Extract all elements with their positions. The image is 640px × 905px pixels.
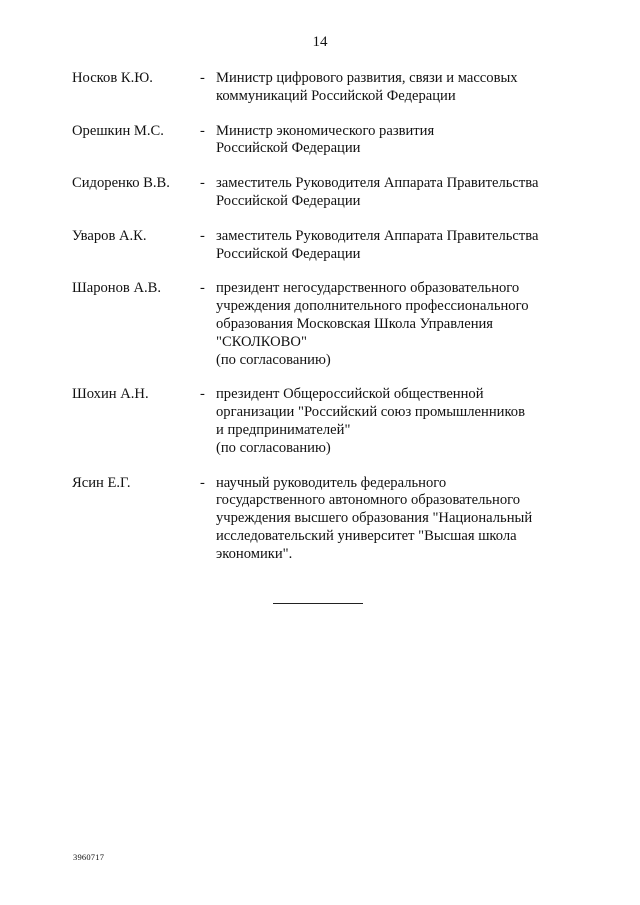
member-position: президент Общероссийской общественной организации "Российский союз промышленников и предпринимателей" (по согласованию) [216,386,525,456]
document-code: 3960717 [73,852,105,862]
member-entry [72,123,612,159]
member-name: Уваров А.К. [72,227,147,244]
member-entry [72,70,612,106]
dash-separator: - [200,122,205,139]
member-name: Шаронов А.В. [72,280,162,297]
member-position: президент негосударственного образовательного учреждения дополнительного профессионального образования Московская Школа Управления "СКОЛКОВО" (по согласованию) [216,280,529,368]
page-number: 14 [312,34,328,50]
member-position: Министр экономического развития Российской Федерации [216,122,435,157]
member-name: Орешкин М.С. [72,122,164,139]
member-name: Сидоренко В.В. [72,175,170,192]
member-position: научный руководитель федерального государственного автономного образовательного учреждения высшего образования "Национальный исследовательский университет "Высшая школа экономики". [216,474,533,562]
dash-separator: - [200,386,205,403]
member-name: Носков К.Ю. [72,70,153,86]
member-entry [72,280,612,369]
dash-separator: - [200,474,205,491]
member-entry [72,175,612,211]
closing-rule [273,603,363,604]
member-entry [72,228,612,264]
member-position: заместитель Руководителя Аппарата Правительства Российской Федерации [216,227,539,262]
member-position: Министр цифрового развития, связи и массовых коммуникаций Российской Федерации [216,70,518,104]
member-entry [72,475,612,564]
dash-separator: - [200,280,205,297]
dash-separator: - [200,175,205,192]
dash-separator: - [200,70,205,86]
member-name: Шохин А.Н. [72,386,149,403]
member-name: Ясин Е.Г. [72,474,131,491]
member-entry [72,386,612,457]
member-position: заместитель Руководителя Аппарата Правительства Российской Федерации [216,175,539,209]
members-list [72,70,612,581]
dash-separator: - [200,227,205,244]
